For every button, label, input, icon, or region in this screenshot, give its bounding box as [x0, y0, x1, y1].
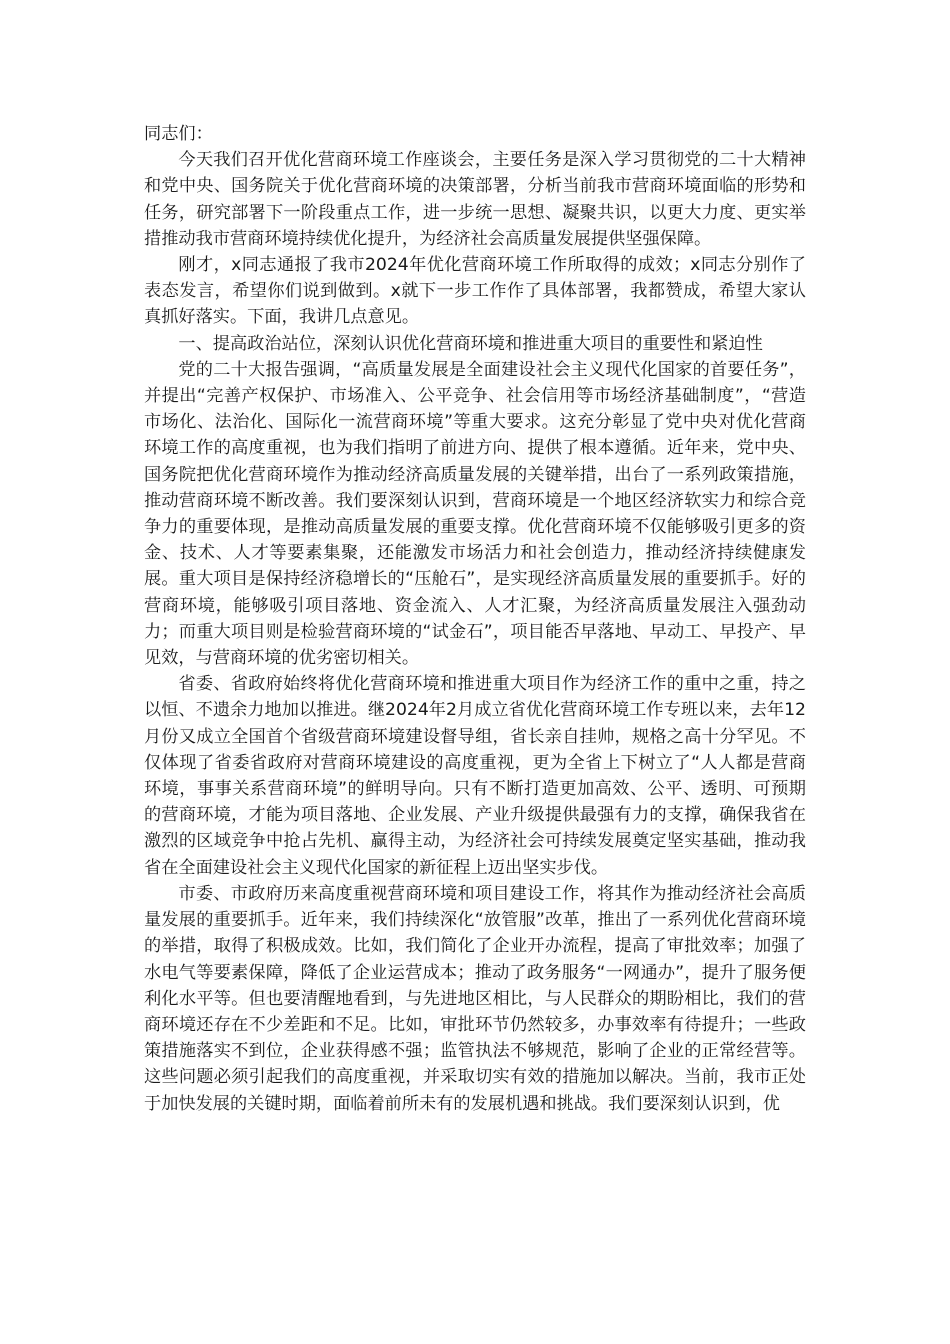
paragraph-remarks: 刚才，x同志通报了我市2024年优化营商环境工作所取得的成效；x同志分别作了表态发言，希望你们说到做到。x就下一步工作作了具体部署，我都赞成，希望大家认真抓好落实。下面，我讲几点意见。	[144, 255, 806, 328]
salutation: 同志们：	[144, 124, 213, 144]
paragraph-opening: 今天我们召开优化营商环境工作座谈会，主要任务是深入学习贯彻党的二十大精神和党中央、国务院关于优化营商环境的决策部署，分析当前我市营商环境面临的形势和任务，研究部署下一阶段重点工作，进一步统一思想、凝聚共识，以更大力度、更实举措推动我市营商环境持续优化提升，为经济社会高质量发展提供坚强保障。	[144, 150, 806, 249]
document-body	[144, 121, 806, 1117]
paragraph-provincial: 省委、省政府始终将优化营商环境和推进重大项目作为经济工作的重中之重，持之以恒、不遗余力地加以推进。继2024年2月成立省优化营商环境工作专班以来，去年12月份又成立全国首个省级营商环境建设督导组，省长亲自挂帅，规格之高十分罕见。不仅体现了省委省政府对营商环境建设的高度重视，更为全省上下树立了“人人都是营商环境，事事关系营商环境”的鲜明导向。只有不断打造更加高效、公平、透明、可预期的营商环境，才能为项目落地、企业发展、产业升级提供最强有力的支撑，确保我省在激烈的区域竞争中抢占先机、赢得主动，为经济社会可持续发展奠定坚实基础，推动我省在全面建设社会主义现代化国家的新征程上迈出坚实步伐。	[144, 674, 806, 878]
paragraph-municipal: 市委、市政府历来高度重视营商环境和项目建设工作，将其作为推动经济社会高质量发展的重要抓手。近年来，我们持续深化“放管服”改革，推出了一系列优化营商环境的举措，取得了积极成效。比如，我们简化了企业开办流程，提高了审批效率；加强了水电气等要素保障，降低了企业运营成本；推动了政务服务“一网通办”，提升了服务便利化水平等。但也要清醒地看到，与先进地区相比，与人民群众的期盼相比，我们的营商环境还存在不少差距和不足。比如，审批环节仍然较多，办事效率有待提升；一些政策措施落实不到位，企业获得感不强；监管执法不够规范，影响了企业的正常经营等。这些问题必须引起我们的高度重视，并采取切实有效的措施加以解决。当前，我市正处于加快发展的关键时期，面临着前所未有的发展机遇和挑战。我们要深刻认识到，优	[144, 883, 806, 1114]
section-heading-one: 一、提高政治站位，深刻认识优化营商环境和推进重大项目的重要性和紧迫性	[178, 333, 763, 354]
paragraph-national: 党的二十大报告强调，“高质量发展是全面建设社会主义现代化国家的首要任务”，并提出“完善产权保护、市场准入、公平竞争、社会信用等市场经济基础制度”，“营造市场化、法治化、国际化一流营商环境”等重大要求。这充分彰显了党中央对优化营商环境工作的高度重视，也为我们指明了前进方向、提供了根本遵循。近年来，党中央、国务院把优化营商环境作为推动经济高质量发展的关键举措，出台了一系列政策措施，推动营商环境不断改善。我们要深刻认识到，营商环境是一个地区经济软实力和综合竞争力的重要体现，是推动高质量发展的重要支撑。优化营商环境不仅能够吸引更多的资金、技术、人才等要素集聚，还能激发市场活力和社会创造力，推动经济持续健康发展。重大项目是保持经济稳增长的“压舱石”，是实现经济高质量发展的重要抓手。好的营商环境，能够吸引项目落地、资金流入、人才汇聚，为经济高质量发展注入强劲动力；而重大项目则是检验营商环境的“试金石”，项目能否早落地、早动工、早投产、早见效，与营商环境的优劣密切相关。	[144, 359, 806, 669]
